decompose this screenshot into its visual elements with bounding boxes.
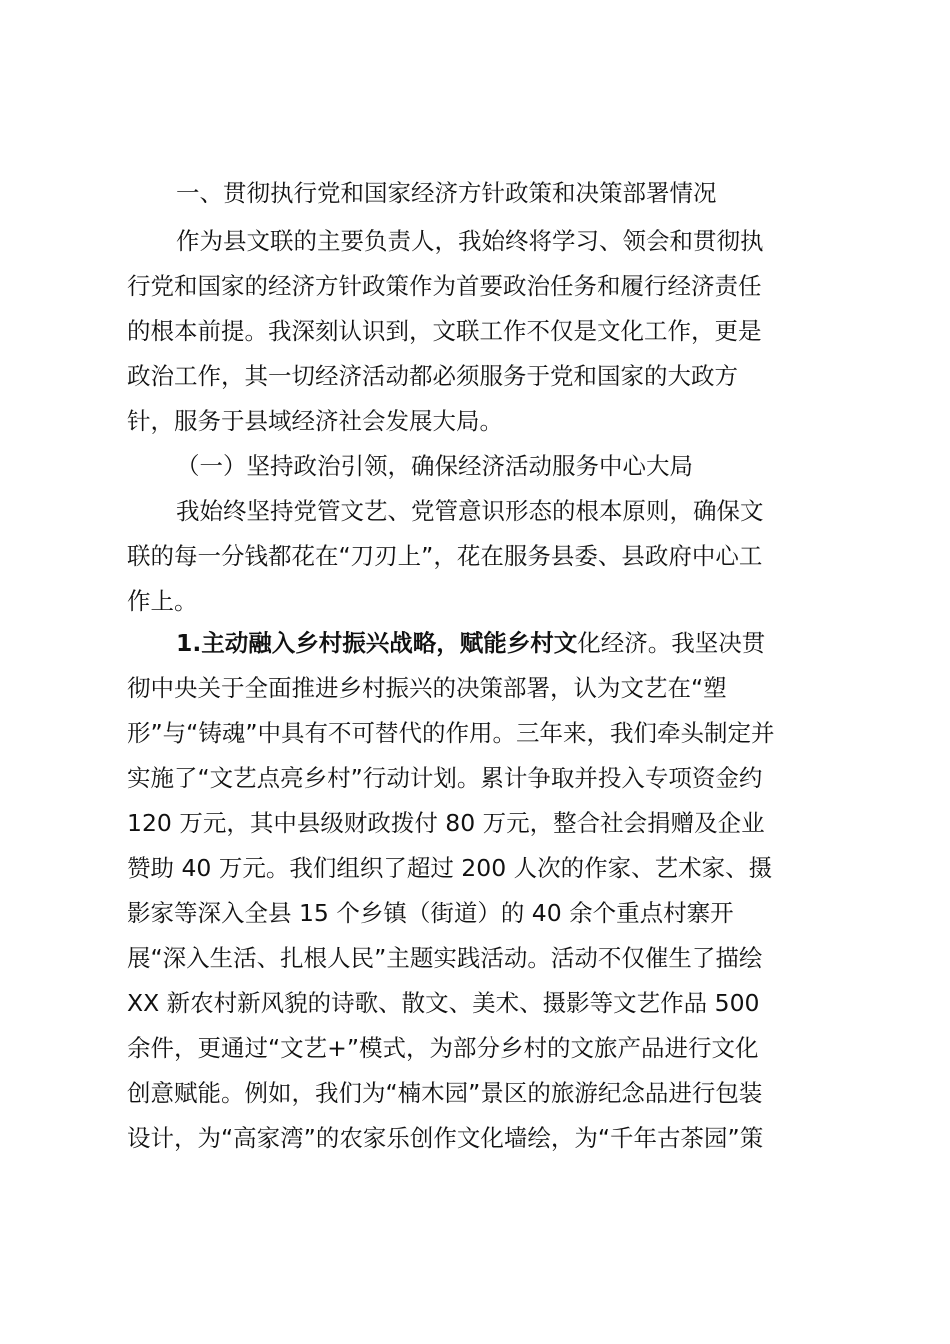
paragraph-3-line-3: 形”与“铸魂”中具有不可替代的作用。三年来，我们牵头制定并 xyxy=(127,719,775,747)
paragraph-2-line-3: 作上。 xyxy=(127,587,198,615)
paragraph-3-line-4: 实施了“文艺点亮乡村”行动计划。累计争取并投入专项资金约 xyxy=(127,764,763,792)
paragraph-3-line-12: 设计，为“高家湾”的农家乐创作文化墙绘，为“千年古茶园”策 xyxy=(127,1124,764,1152)
paragraph-3-line-10: 余件，更通过“文艺+”模式，为部分乡村的文旅产品进行文化 xyxy=(127,1034,759,1062)
section-heading-1: 一、贯彻执行党和国家经济方针政策和决策部署情况 xyxy=(176,179,717,207)
paragraph-3-line-7: 影家等深入全县 15 个乡镇（街道）的 40 余个重点村寨开 xyxy=(127,899,734,927)
paragraph-2-line-1: 我始终坚持党管文艺、党管意识形态的根本原则，确保文 xyxy=(176,497,764,525)
paragraph-3-line-5: 120 万元，其中县级财政拨付 80 万元，整合社会捐赠及企业 xyxy=(127,809,765,837)
paragraph-3-bold-lead: 1.主动融入乡村振兴战略，赋能乡村文 xyxy=(176,629,578,657)
section-heading-2: （一）坚持政治引领，确保经济活动服务中心大局 xyxy=(176,452,693,480)
paragraph-3-line-9: XX 新农村新风貌的诗歌、散文、美术、摄影等文艺作品 500 xyxy=(127,989,760,1017)
paragraph-3-lead-rest: 化经济。我坚决贯 xyxy=(577,629,766,657)
paragraph-3-line-1 xyxy=(176,628,765,658)
paragraph-1-line-5: 针，服务于县域经济社会发展大局。 xyxy=(127,407,503,435)
paragraph-1-line-3: 的根本前提。我深刻认识到，文联工作不仅是文化工作，更是 xyxy=(127,317,762,345)
paragraph-1-line-4: 政治工作，其一切经济活动都必须服务于党和国家的大政方 xyxy=(127,362,738,390)
paragraph-3-line-6: 赞助 40 万元。我们组织了超过 200 人次的作家、艺术家、摄 xyxy=(127,854,773,882)
paragraph-2-line-2: 联的每一分钱都花在“刀刃上”，花在服务县委、县政府中心工 xyxy=(127,542,763,570)
paragraph-3-line-8: 展“深入生活、扎根人民”主题实践活动。活动不仅催生了描绘 xyxy=(127,944,763,972)
paragraph-3-line-11: 创意赋能。例如，我们为“楠木园”景区的旅游纪念品进行包装 xyxy=(127,1079,763,1107)
paragraph-3-line-2: 彻中央关于全面推进乡村振兴的决策部署，认为文艺在“塑 xyxy=(127,674,727,702)
paragraph-1-line-1: 作为县文联的主要负责人，我始终将学习、领会和贯彻执 xyxy=(176,227,764,255)
paragraph-1-line-2: 行党和国家的经济方针政策作为首要政治任务和履行经济责任 xyxy=(127,272,762,300)
